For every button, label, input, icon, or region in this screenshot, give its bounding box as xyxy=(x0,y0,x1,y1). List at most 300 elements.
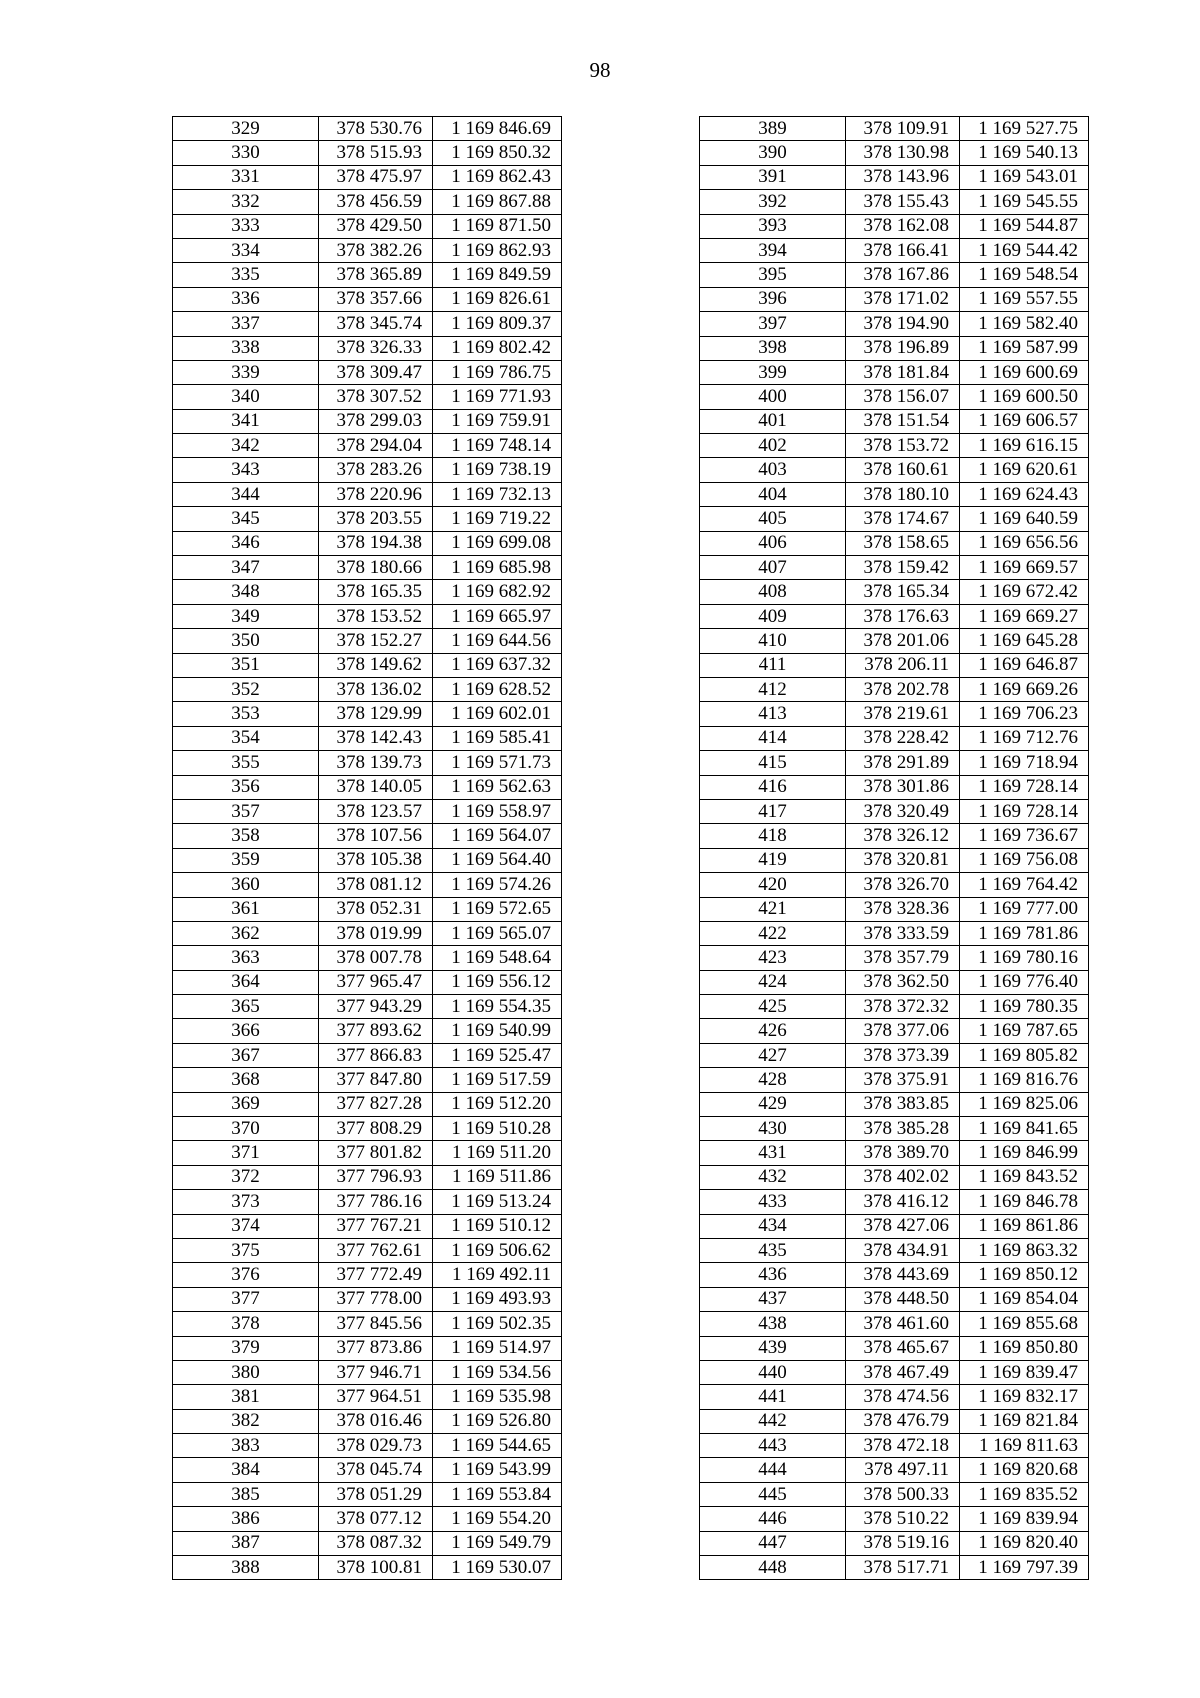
y-coordinate-cell: 1 169 832.17 xyxy=(960,1385,1089,1409)
point-number-cell: 394 xyxy=(700,238,846,262)
table-row xyxy=(700,360,1089,384)
point-number-cell: 376 xyxy=(173,1263,319,1287)
y-coordinate-cell: 1 169 672.42 xyxy=(960,580,1089,604)
point-number-cell: 386 xyxy=(173,1507,319,1531)
y-coordinate-cell: 1 169 809.37 xyxy=(433,312,562,336)
x-coordinate-cell: 378 143.96 xyxy=(846,165,960,189)
x-coordinate-cell: 378 152.27 xyxy=(319,629,433,653)
y-coordinate-cell: 1 169 572.65 xyxy=(433,897,562,921)
y-coordinate-cell: 1 169 628.52 xyxy=(433,677,562,701)
x-coordinate-cell: 378 016.46 xyxy=(319,1409,433,1433)
point-number-cell: 378 xyxy=(173,1312,319,1336)
point-number-cell: 422 xyxy=(700,921,846,945)
x-coordinate-cell: 378 156.07 xyxy=(846,385,960,409)
x-coordinate-cell: 378 155.43 xyxy=(846,190,960,214)
y-coordinate-cell: 1 169 811.63 xyxy=(960,1434,1089,1458)
y-coordinate-cell: 1 169 587.99 xyxy=(960,336,1089,360)
table-row xyxy=(700,824,1089,848)
y-coordinate-cell: 1 169 540.99 xyxy=(433,1019,562,1043)
x-coordinate-cell: 378 416.12 xyxy=(846,1190,960,1214)
x-coordinate-cell: 378 326.12 xyxy=(846,824,960,848)
y-coordinate-cell: 1 169 644.56 xyxy=(433,629,562,653)
x-coordinate-cell: 378 326.70 xyxy=(846,873,960,897)
point-number-cell: 329 xyxy=(173,117,319,141)
point-number-cell: 352 xyxy=(173,677,319,701)
x-coordinate-cell: 378 434.91 xyxy=(846,1238,960,1262)
table-row xyxy=(173,263,562,287)
table-row xyxy=(173,604,562,628)
x-coordinate-cell: 378 333.59 xyxy=(846,921,960,945)
point-number-cell: 404 xyxy=(700,482,846,506)
y-coordinate-cell: 1 169 526.80 xyxy=(433,1409,562,1433)
table-row xyxy=(700,848,1089,872)
table-row xyxy=(700,702,1089,726)
point-number-cell: 380 xyxy=(173,1360,319,1384)
x-coordinate-cell: 377 845.56 xyxy=(319,1312,433,1336)
point-number-cell: 413 xyxy=(700,702,846,726)
y-coordinate-cell: 1 169 776.40 xyxy=(960,970,1089,994)
point-number-cell: 351 xyxy=(173,653,319,677)
table-row xyxy=(700,263,1089,287)
x-coordinate-cell: 378 475.97 xyxy=(319,165,433,189)
y-coordinate-cell: 1 169 706.23 xyxy=(960,702,1089,726)
point-number-cell: 410 xyxy=(700,629,846,653)
y-coordinate-cell: 1 169 600.69 xyxy=(960,360,1089,384)
table-row xyxy=(700,799,1089,823)
table-row xyxy=(173,580,562,604)
table-row xyxy=(700,531,1089,555)
table-row xyxy=(700,1360,1089,1384)
table-row xyxy=(173,970,562,994)
table-row xyxy=(700,1507,1089,1531)
x-coordinate-cell: 377 946.71 xyxy=(319,1360,433,1384)
y-coordinate-cell: 1 169 616.15 xyxy=(960,434,1089,458)
point-number-cell: 379 xyxy=(173,1336,319,1360)
x-coordinate-cell: 378 443.69 xyxy=(846,1263,960,1287)
coordinates-table-body xyxy=(700,117,1089,1580)
point-number-cell: 411 xyxy=(700,653,846,677)
table-row xyxy=(700,726,1089,750)
x-coordinate-cell: 378 052.31 xyxy=(319,897,433,921)
table-row xyxy=(700,921,1089,945)
y-coordinate-cell: 1 169 506.62 xyxy=(433,1238,562,1262)
table-row xyxy=(173,1092,562,1116)
table-row xyxy=(173,556,562,580)
table-row xyxy=(700,1019,1089,1043)
table-row xyxy=(173,409,562,433)
point-number-cell: 438 xyxy=(700,1312,846,1336)
table-row xyxy=(700,1556,1089,1580)
point-number-cell: 357 xyxy=(173,799,319,823)
table-row xyxy=(173,434,562,458)
table-row xyxy=(173,751,562,775)
table-row xyxy=(173,190,562,214)
x-coordinate-cell: 378 362.50 xyxy=(846,970,960,994)
table-row xyxy=(700,653,1089,677)
y-coordinate-cell: 1 169 558.97 xyxy=(433,799,562,823)
table-row xyxy=(700,409,1089,433)
point-number-cell: 341 xyxy=(173,409,319,433)
y-coordinate-cell: 1 169 585.41 xyxy=(433,726,562,750)
table-row xyxy=(173,214,562,238)
y-coordinate-cell: 1 169 553.84 xyxy=(433,1482,562,1506)
point-number-cell: 399 xyxy=(700,360,846,384)
point-number-cell: 347 xyxy=(173,556,319,580)
y-coordinate-cell: 1 169 835.52 xyxy=(960,1482,1089,1506)
x-coordinate-cell: 378 500.33 xyxy=(846,1482,960,1506)
y-coordinate-cell: 1 169 862.43 xyxy=(433,165,562,189)
x-coordinate-cell: 378 320.49 xyxy=(846,799,960,823)
x-coordinate-cell: 378 375.91 xyxy=(846,1068,960,1092)
x-coordinate-cell: 378 357.66 xyxy=(319,287,433,311)
x-coordinate-cell: 378 077.12 xyxy=(319,1507,433,1531)
point-number-cell: 412 xyxy=(700,677,846,701)
y-coordinate-cell: 1 169 728.14 xyxy=(960,775,1089,799)
table-row xyxy=(173,1263,562,1287)
point-number-cell: 335 xyxy=(173,263,319,287)
x-coordinate-cell: 378 019.99 xyxy=(319,921,433,945)
table-row xyxy=(700,1458,1089,1482)
point-number-cell: 381 xyxy=(173,1385,319,1409)
point-number-cell: 348 xyxy=(173,580,319,604)
point-number-cell: 441 xyxy=(700,1385,846,1409)
x-coordinate-cell: 378 158.65 xyxy=(846,531,960,555)
y-coordinate-cell: 1 169 544.42 xyxy=(960,238,1089,262)
point-number-cell: 407 xyxy=(700,556,846,580)
y-coordinate-cell: 1 169 719.22 xyxy=(433,507,562,531)
table-row xyxy=(700,190,1089,214)
x-coordinate-cell: 378 510.22 xyxy=(846,1507,960,1531)
point-number-cell: 337 xyxy=(173,312,319,336)
x-coordinate-cell: 378 530.76 xyxy=(319,117,433,141)
table-row xyxy=(173,1190,562,1214)
point-number-cell: 338 xyxy=(173,336,319,360)
y-coordinate-cell: 1 169 854.04 xyxy=(960,1287,1089,1311)
x-coordinate-cell: 377 786.16 xyxy=(319,1190,433,1214)
point-number-cell: 400 xyxy=(700,385,846,409)
y-coordinate-cell: 1 169 656.56 xyxy=(960,531,1089,555)
table-row xyxy=(173,897,562,921)
point-number-cell: 443 xyxy=(700,1434,846,1458)
y-coordinate-cell: 1 169 510.28 xyxy=(433,1117,562,1141)
table-row xyxy=(700,458,1089,482)
table-row xyxy=(700,287,1089,311)
point-number-cell: 423 xyxy=(700,946,846,970)
y-coordinate-cell: 1 169 620.61 xyxy=(960,458,1089,482)
point-number-cell: 373 xyxy=(173,1190,319,1214)
y-coordinate-cell: 1 169 554.20 xyxy=(433,1507,562,1531)
x-coordinate-cell: 378 219.61 xyxy=(846,702,960,726)
x-coordinate-cell: 378 202.78 xyxy=(846,677,960,701)
y-coordinate-cell: 1 169 549.79 xyxy=(433,1531,562,1555)
point-number-cell: 346 xyxy=(173,531,319,555)
x-coordinate-cell: 378 140.05 xyxy=(319,775,433,799)
point-number-cell: 409 xyxy=(700,604,846,628)
point-number-cell: 402 xyxy=(700,434,846,458)
x-coordinate-cell: 378 517.71 xyxy=(846,1556,960,1580)
point-number-cell: 405 xyxy=(700,507,846,531)
y-coordinate-cell: 1 169 543.99 xyxy=(433,1458,562,1482)
point-number-cell: 442 xyxy=(700,1409,846,1433)
point-number-cell: 432 xyxy=(700,1165,846,1189)
x-coordinate-cell: 378 107.56 xyxy=(319,824,433,848)
x-coordinate-cell: 378 051.29 xyxy=(319,1482,433,1506)
x-coordinate-cell: 378 301.86 xyxy=(846,775,960,799)
point-number-cell: 434 xyxy=(700,1214,846,1238)
point-number-cell: 388 xyxy=(173,1556,319,1580)
table-row xyxy=(173,1238,562,1262)
table-row xyxy=(173,921,562,945)
table-row xyxy=(700,238,1089,262)
x-coordinate-cell: 377 827.28 xyxy=(319,1092,433,1116)
point-number-cell: 377 xyxy=(173,1287,319,1311)
x-coordinate-cell: 377 847.80 xyxy=(319,1068,433,1092)
y-coordinate-cell: 1 169 839.47 xyxy=(960,1360,1089,1384)
table-row xyxy=(700,1043,1089,1067)
table-row xyxy=(173,824,562,848)
y-coordinate-cell: 1 169 602.01 xyxy=(433,702,562,726)
x-coordinate-cell: 378 328.36 xyxy=(846,897,960,921)
x-coordinate-cell: 378 123.57 xyxy=(319,799,433,823)
x-coordinate-cell: 378 456.59 xyxy=(319,190,433,214)
y-coordinate-cell: 1 169 493.93 xyxy=(433,1287,562,1311)
table-row xyxy=(173,238,562,262)
y-coordinate-cell: 1 169 640.59 xyxy=(960,507,1089,531)
y-coordinate-cell: 1 169 846.78 xyxy=(960,1190,1089,1214)
x-coordinate-cell: 378 427.06 xyxy=(846,1214,960,1238)
table-row xyxy=(700,1409,1089,1433)
table-row xyxy=(700,1117,1089,1141)
y-coordinate-cell: 1 169 802.42 xyxy=(433,336,562,360)
y-coordinate-cell: 1 169 548.54 xyxy=(960,263,1089,287)
point-number-cell: 368 xyxy=(173,1068,319,1092)
point-number-cell: 367 xyxy=(173,1043,319,1067)
y-coordinate-cell: 1 169 525.47 xyxy=(433,1043,562,1067)
point-number-cell: 397 xyxy=(700,312,846,336)
point-number-cell: 330 xyxy=(173,141,319,165)
point-number-cell: 401 xyxy=(700,409,846,433)
x-coordinate-cell: 378 162.08 xyxy=(846,214,960,238)
x-coordinate-cell: 378 515.93 xyxy=(319,141,433,165)
x-coordinate-cell: 378 149.62 xyxy=(319,653,433,677)
y-coordinate-cell: 1 169 736.67 xyxy=(960,824,1089,848)
point-number-cell: 398 xyxy=(700,336,846,360)
y-coordinate-cell: 1 169 543.01 xyxy=(960,165,1089,189)
y-coordinate-cell: 1 169 728.14 xyxy=(960,799,1089,823)
table-row xyxy=(173,946,562,970)
y-coordinate-cell: 1 169 535.98 xyxy=(433,1385,562,1409)
y-coordinate-cell: 1 169 797.39 xyxy=(960,1556,1089,1580)
table-row xyxy=(700,1312,1089,1336)
table-row xyxy=(173,117,562,141)
y-coordinate-cell: 1 169 600.50 xyxy=(960,385,1089,409)
y-coordinate-cell: 1 169 855.68 xyxy=(960,1312,1089,1336)
table-row xyxy=(173,1336,562,1360)
x-coordinate-cell: 378 166.41 xyxy=(846,238,960,262)
table-row xyxy=(700,1287,1089,1311)
y-coordinate-cell: 1 169 669.26 xyxy=(960,677,1089,701)
point-number-cell: 390 xyxy=(700,141,846,165)
point-number-cell: 408 xyxy=(700,580,846,604)
y-coordinate-cell: 1 169 492.11 xyxy=(433,1263,562,1287)
y-coordinate-cell: 1 169 850.12 xyxy=(960,1263,1089,1287)
x-coordinate-cell: 378 307.52 xyxy=(319,385,433,409)
table-row xyxy=(700,946,1089,970)
y-coordinate-cell: 1 169 786.75 xyxy=(433,360,562,384)
x-coordinate-cell: 378 139.73 xyxy=(319,751,433,775)
x-coordinate-cell: 378 472.18 xyxy=(846,1434,960,1458)
point-number-cell: 365 xyxy=(173,995,319,1019)
point-number-cell: 448 xyxy=(700,1556,846,1580)
point-number-cell: 417 xyxy=(700,799,846,823)
point-number-cell: 418 xyxy=(700,824,846,848)
table-row xyxy=(173,653,562,677)
table-row xyxy=(700,1141,1089,1165)
table-row xyxy=(173,1117,562,1141)
y-coordinate-cell: 1 169 846.69 xyxy=(433,117,562,141)
table-row xyxy=(700,1385,1089,1409)
y-coordinate-cell: 1 169 646.87 xyxy=(960,653,1089,677)
y-coordinate-cell: 1 169 645.28 xyxy=(960,629,1089,653)
x-coordinate-cell: 377 873.86 xyxy=(319,1336,433,1360)
x-coordinate-cell: 378 357.79 xyxy=(846,946,960,970)
point-number-cell: 385 xyxy=(173,1482,319,1506)
y-coordinate-cell: 1 169 548.64 xyxy=(433,946,562,970)
table-row xyxy=(700,1165,1089,1189)
table-row xyxy=(173,360,562,384)
point-number-cell: 445 xyxy=(700,1482,846,1506)
y-coordinate-cell: 1 169 571.73 xyxy=(433,751,562,775)
y-coordinate-cell: 1 169 665.97 xyxy=(433,604,562,628)
y-coordinate-cell: 1 169 718.94 xyxy=(960,751,1089,775)
point-number-cell: 396 xyxy=(700,287,846,311)
table-row xyxy=(173,1360,562,1384)
x-coordinate-cell: 378 291.89 xyxy=(846,751,960,775)
table-row xyxy=(700,604,1089,628)
point-number-cell: 414 xyxy=(700,726,846,750)
y-coordinate-cell: 1 169 771.93 xyxy=(433,385,562,409)
x-coordinate-cell: 378 402.02 xyxy=(846,1165,960,1189)
x-coordinate-cell: 377 965.47 xyxy=(319,970,433,994)
y-coordinate-cell: 1 169 511.20 xyxy=(433,1141,562,1165)
point-number-cell: 362 xyxy=(173,921,319,945)
x-coordinate-cell: 378 100.81 xyxy=(319,1556,433,1580)
x-coordinate-cell: 378 129.99 xyxy=(319,702,433,726)
x-coordinate-cell: 378 461.60 xyxy=(846,1312,960,1336)
y-coordinate-cell: 1 169 843.52 xyxy=(960,1165,1089,1189)
table-row xyxy=(700,214,1089,238)
y-coordinate-cell: 1 169 574.26 xyxy=(433,873,562,897)
point-number-cell: 440 xyxy=(700,1360,846,1384)
y-coordinate-cell: 1 169 759.91 xyxy=(433,409,562,433)
x-coordinate-cell: 378 136.02 xyxy=(319,677,433,701)
point-number-cell: 342 xyxy=(173,434,319,458)
point-number-cell: 375 xyxy=(173,1238,319,1262)
x-coordinate-cell: 378 326.33 xyxy=(319,336,433,360)
point-number-cell: 369 xyxy=(173,1092,319,1116)
y-coordinate-cell: 1 169 606.57 xyxy=(960,409,1089,433)
y-coordinate-cell: 1 169 871.50 xyxy=(433,214,562,238)
table-row xyxy=(173,336,562,360)
x-coordinate-cell: 378 130.98 xyxy=(846,141,960,165)
point-number-cell: 339 xyxy=(173,360,319,384)
x-coordinate-cell: 378 474.56 xyxy=(846,1385,960,1409)
x-coordinate-cell: 377 772.49 xyxy=(319,1263,433,1287)
y-coordinate-cell: 1 169 544.87 xyxy=(960,214,1089,238)
x-coordinate-cell: 378 429.50 xyxy=(319,214,433,238)
table-row xyxy=(173,531,562,555)
y-coordinate-cell: 1 169 564.07 xyxy=(433,824,562,848)
x-coordinate-cell: 378 151.54 xyxy=(846,409,960,433)
x-coordinate-cell: 378 389.70 xyxy=(846,1141,960,1165)
y-coordinate-cell: 1 169 514.97 xyxy=(433,1336,562,1360)
x-coordinate-cell: 378 194.90 xyxy=(846,312,960,336)
point-number-cell: 430 xyxy=(700,1117,846,1141)
x-coordinate-cell: 378 007.78 xyxy=(319,946,433,970)
y-coordinate-cell: 1 169 738.19 xyxy=(433,458,562,482)
table-row xyxy=(173,1385,562,1409)
table-row xyxy=(173,165,562,189)
coordinates-table-body xyxy=(173,117,562,1580)
table-row xyxy=(173,799,562,823)
point-number-cell: 382 xyxy=(173,1409,319,1433)
x-coordinate-cell: 378 497.11 xyxy=(846,1458,960,1482)
y-coordinate-cell: 1 169 862.93 xyxy=(433,238,562,262)
y-coordinate-cell: 1 169 850.32 xyxy=(433,141,562,165)
point-number-cell: 437 xyxy=(700,1287,846,1311)
x-coordinate-cell: 377 767.21 xyxy=(319,1214,433,1238)
table-row xyxy=(700,1263,1089,1287)
point-number-cell: 383 xyxy=(173,1434,319,1458)
y-coordinate-cell: 1 169 540.13 xyxy=(960,141,1089,165)
table-row xyxy=(173,677,562,701)
y-coordinate-cell: 1 169 534.56 xyxy=(433,1360,562,1384)
y-coordinate-cell: 1 169 624.43 xyxy=(960,482,1089,506)
table-row xyxy=(700,1238,1089,1262)
x-coordinate-cell: 378 109.91 xyxy=(846,117,960,141)
x-coordinate-cell: 378 206.11 xyxy=(846,653,960,677)
table-row xyxy=(700,1190,1089,1214)
table-row xyxy=(173,482,562,506)
x-coordinate-cell: 378 377.06 xyxy=(846,1019,960,1043)
y-coordinate-cell: 1 169 527.75 xyxy=(960,117,1089,141)
x-coordinate-cell: 378 165.35 xyxy=(319,580,433,604)
y-coordinate-cell: 1 169 756.08 xyxy=(960,848,1089,872)
y-coordinate-cell: 1 169 787.65 xyxy=(960,1019,1089,1043)
point-number-cell: 427 xyxy=(700,1043,846,1067)
point-number-cell: 446 xyxy=(700,1507,846,1531)
table-row xyxy=(700,141,1089,165)
x-coordinate-cell: 378 180.66 xyxy=(319,556,433,580)
table-row xyxy=(173,1409,562,1433)
point-number-cell: 431 xyxy=(700,1141,846,1165)
y-coordinate-cell: 1 169 841.65 xyxy=(960,1117,1089,1141)
point-number-cell: 403 xyxy=(700,458,846,482)
point-number-cell: 363 xyxy=(173,946,319,970)
x-coordinate-cell: 378 153.72 xyxy=(846,434,960,458)
x-coordinate-cell: 378 283.26 xyxy=(319,458,433,482)
point-number-cell: 355 xyxy=(173,751,319,775)
table-row xyxy=(700,873,1089,897)
x-coordinate-cell: 378 383.85 xyxy=(846,1092,960,1116)
point-number-cell: 356 xyxy=(173,775,319,799)
point-number-cell: 374 xyxy=(173,1214,319,1238)
y-coordinate-cell: 1 169 545.55 xyxy=(960,190,1089,214)
y-coordinate-cell: 1 169 861.86 xyxy=(960,1214,1089,1238)
table-row xyxy=(173,287,562,311)
point-number-cell: 366 xyxy=(173,1019,319,1043)
table-row xyxy=(173,995,562,1019)
